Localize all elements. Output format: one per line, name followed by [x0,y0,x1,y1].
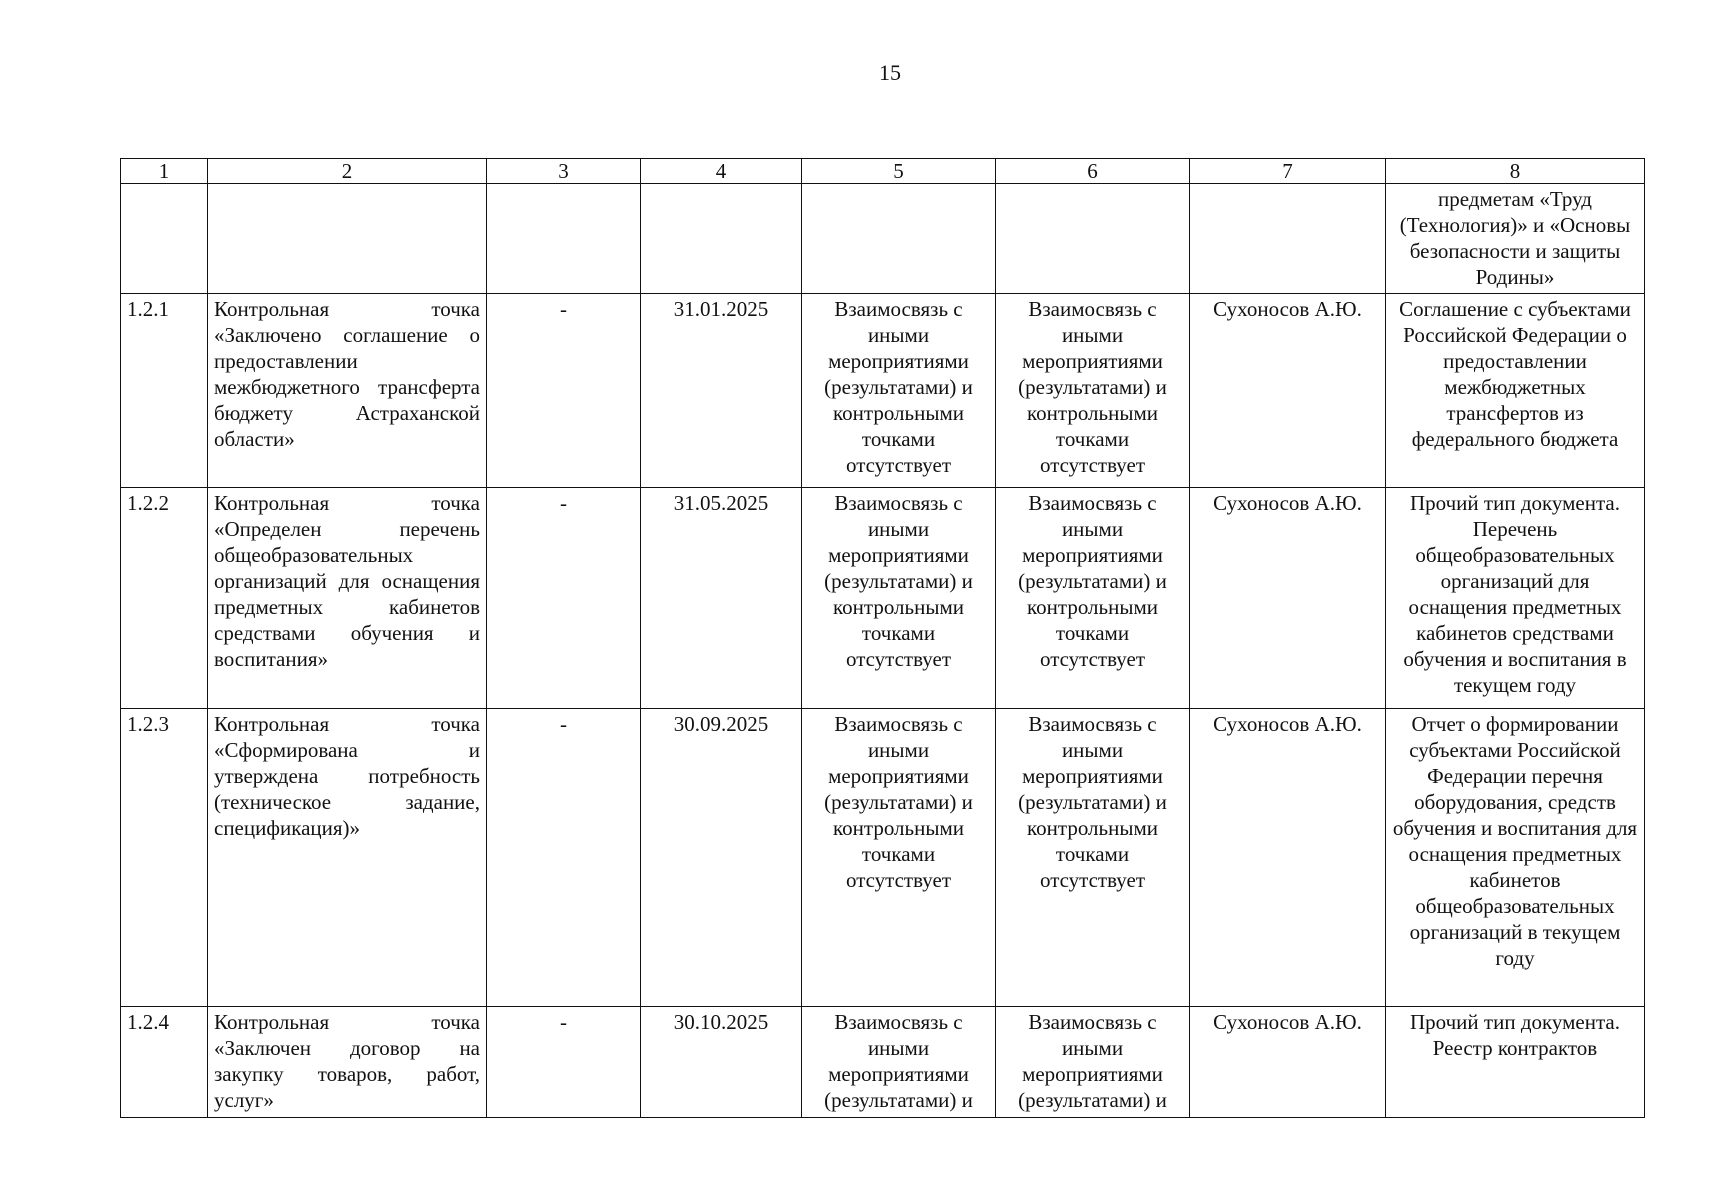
column-header: 6 [996,159,1190,184]
link-successors: Взаимосвязь с иными мероприятиями (результатами) и контрольными точками отсутствует [996,488,1190,709]
due-date: 30.10.2025 [641,1007,802,1118]
document-type: Соглашение с субъектами Российской Федерации о предоставлении межбюджетных трансфертов из федерального бюджета [1386,294,1645,488]
link-successors: Взаимосвязь с иными мероприятиями (результатами) и [996,1007,1190,1118]
continuation-row [121,184,1645,294]
column-header: 3 [487,159,641,184]
control-point-name: Контрольная точка «Определен перечень общеобразовательных организаций для оснащения предметных кабинетов средствами обучения и воспитания» [208,488,487,709]
link-successors: Взаимосвязь с иными мероприятиями (результатами) и контрольными точками отсутствует [996,294,1190,488]
link-predecessors: Взаимосвязь с иными мероприятиями (результатами) и контрольными точками отсутствует [802,488,996,709]
control-points-table [120,158,1645,1118]
row-number: 1.2.3 [121,709,208,1007]
row-number: 1.2.2 [121,488,208,709]
column-header: 7 [1190,159,1386,184]
control-point-name: Контрольная точка «Заключен договор на закупку товаров, работ, услуг» [208,1007,487,1118]
due-date: 30.09.2025 [641,709,802,1007]
table-row [121,1007,1645,1118]
document-type: Прочий тип документа. Перечень общеобразовательных организаций для оснащения предметных кабинетов средствами обучения и воспитания в текущем году [1386,488,1645,709]
link-predecessors: Взаимосвязь с иными мероприятиями (результатами) и контрольными точками отсутствует [802,709,996,1007]
responsible-person: Сухоносов А.Ю. [1190,294,1386,488]
column-header: 2 [208,159,487,184]
link-successors: Взаимосвязь с иными мероприятиями (результатами) и контрольными точками отсутствует [996,709,1190,1007]
due-date: 31.05.2025 [641,488,802,709]
column-number-row [121,159,1645,184]
column-3-value: - [487,488,641,709]
link-predecessors: Взаимосвязь с иными мероприятиями (результатами) и [802,1007,996,1118]
control-point-name: Контрольная точка «Заключено соглашение о предоставлении межбюджетного трансферта бюджету Астраханской области» [208,294,487,488]
table-row [121,488,1645,709]
column-3-value: - [487,1007,641,1118]
due-date: 31.01.2025 [641,294,802,488]
document-type: Отчет о формировании субъектами Российской Федерации перечня оборудования, средств обучения и воспитания для оснащения предметных кабинетов общеобразовательных организаций в текущем году [1386,709,1645,1007]
page-number: 15 [879,60,901,85]
column-3-value: - [487,294,641,488]
table-row [121,294,1645,488]
column-header: 5 [802,159,996,184]
responsible-person: Сухоносов А.Ю. [1190,488,1386,709]
table-row [121,709,1645,1007]
row-number: 1.2.4 [121,1007,208,1118]
column-header: 8 [1386,159,1645,184]
responsible-person: Сухоносов А.Ю. [1190,709,1386,1007]
row-number: 1.2.1 [121,294,208,488]
column-header: 4 [641,159,802,184]
column-header: 1 [121,159,208,184]
document-type: Прочий тип документа. Реестр контрактов [1386,1007,1645,1118]
responsible-person: Сухоносов А.Ю. [1190,1007,1386,1118]
link-predecessors: Взаимосвязь с иными мероприятиями (результатами) и контрольными точками отсутствует [802,294,996,488]
continuation-text: предметам «Труд (Технология)» и «Основы безопасности и защиты Родины» [1386,184,1645,294]
control-point-name: Контрольная точка «Сформирована и утверждена потребность (техническое задание, спецификация)» [208,709,487,1007]
column-3-value: - [487,709,641,1007]
